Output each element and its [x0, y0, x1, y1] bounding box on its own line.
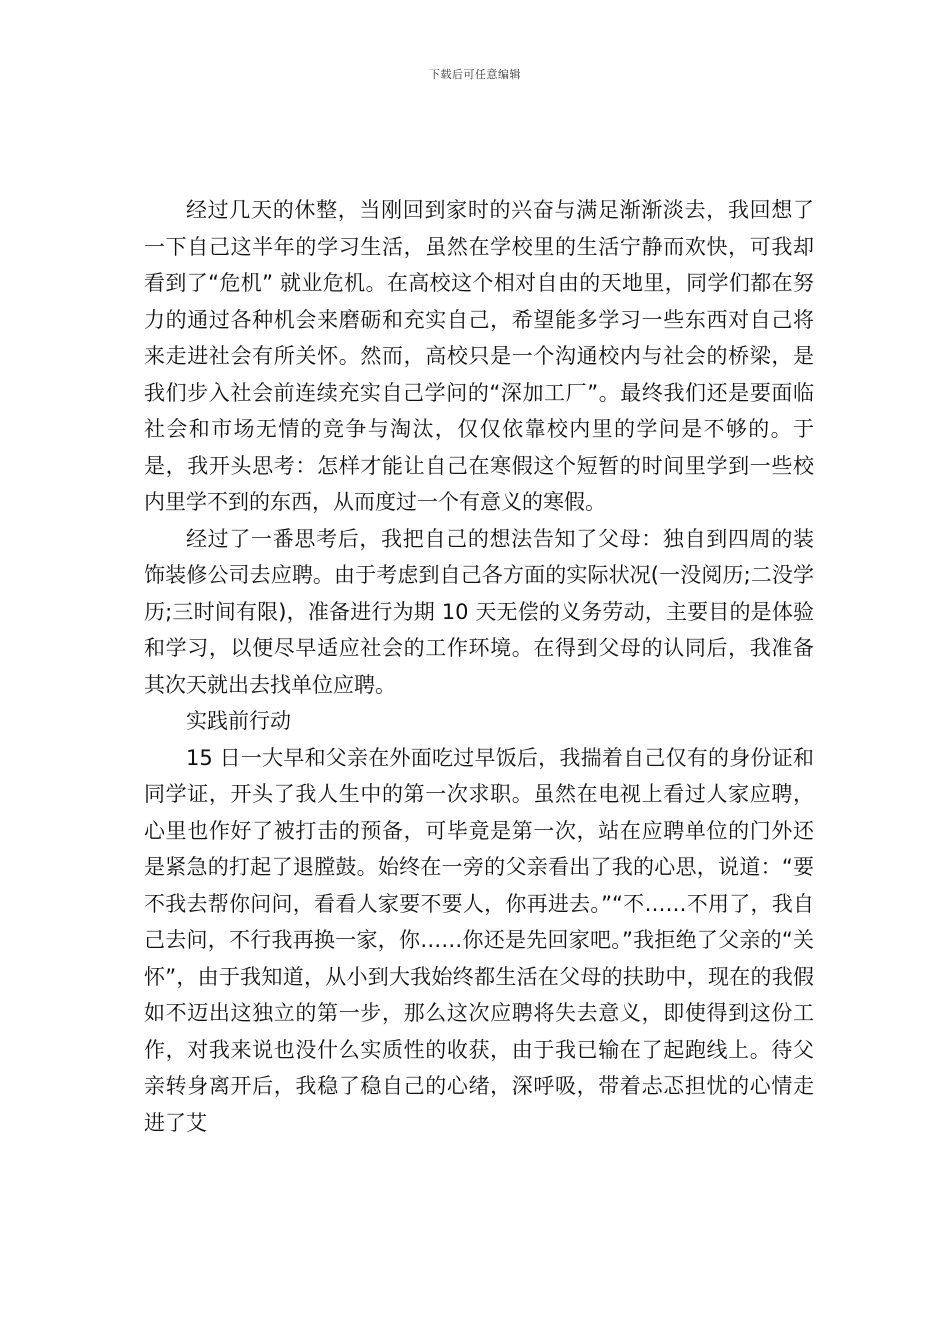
page-header: 下载后可任意编辑 — [429, 68, 521, 81]
paragraph-1: 经过几天的休整，当刚回到家时的兴奋与满足渐渐淡去，我回想了一下自己这半年的学习生活，虽然在学校里的生活宁静而欢快，可我却看到了“危机” 就业危机。在高校这个相对自由的天地里，同学们都在努力的通过各种机会来磨砺和充实自己，希望能多学习一些东西对自己将来走进社会有所关怀。然而，高校只是一个沟通校内与社会的桥梁，是我们步入社会前连续充实自己学问的“深加工厂”。最终我们还是要面临社会和市场无情的竞争与淘汰，仅仅依靠校内里的学问是不够的。于是，我开头思考：怎样才能让自己在寒假这个短暂的时间里学到一些校内里学不到的东西，从而度过一个有意义的寒假。 — [144, 198, 814, 514]
paragraph-3: 15 日一大早和父亲在外面吃过早饭后，我揣着自己仅有的身份证和同学证，开头了我人生中的第一次求职。虽然在电视上看过人家应聘，心里也作好了被打击的预备，可毕竟是第一次，站在应聘单位的门外还是紧急的打起了退膛鼓。始终在一旁的父亲看出了我的心思，说道：“要不我去帮你问问，看看人家要不要人，你再进去。”“不……不用了，我自己去问，不行我再换一家，你……你还是先回家吧。”我拒绝了父亲的“关怀”，由于我知道，从小到大我始终都生活在父母的扶助中，现在的我假如不迈出这独立的第一步，那么这次应聘将失去意义，即使得到这份工作，对我来说也没什么实质性的收获，由于我已输在了起跑线上。待父亲转身离开后，我稳了稳自己的心绪，深呼吸，带着忐忑担忧的心情走进了艾 — [144, 745, 814, 1135]
paragraph-2: 经过了一番思考后，我把自己的想法告知了父母：独自到四周的装饰装修公司去应聘。由于考虑到自己各方面的实际状况(一没阅历;二没学历;三时间有限)，准备进行为期 10 天无偿的义务劳动，主要目的是体验和学习，以便尽早适应社会的工作环境。在得到父母的认同后，我准备其次天就出去找单位应聘。 — [144, 526, 814, 697]
section-heading: 实践前行动 — [186, 709, 291, 733]
document-body — [144, 192, 814, 1141]
